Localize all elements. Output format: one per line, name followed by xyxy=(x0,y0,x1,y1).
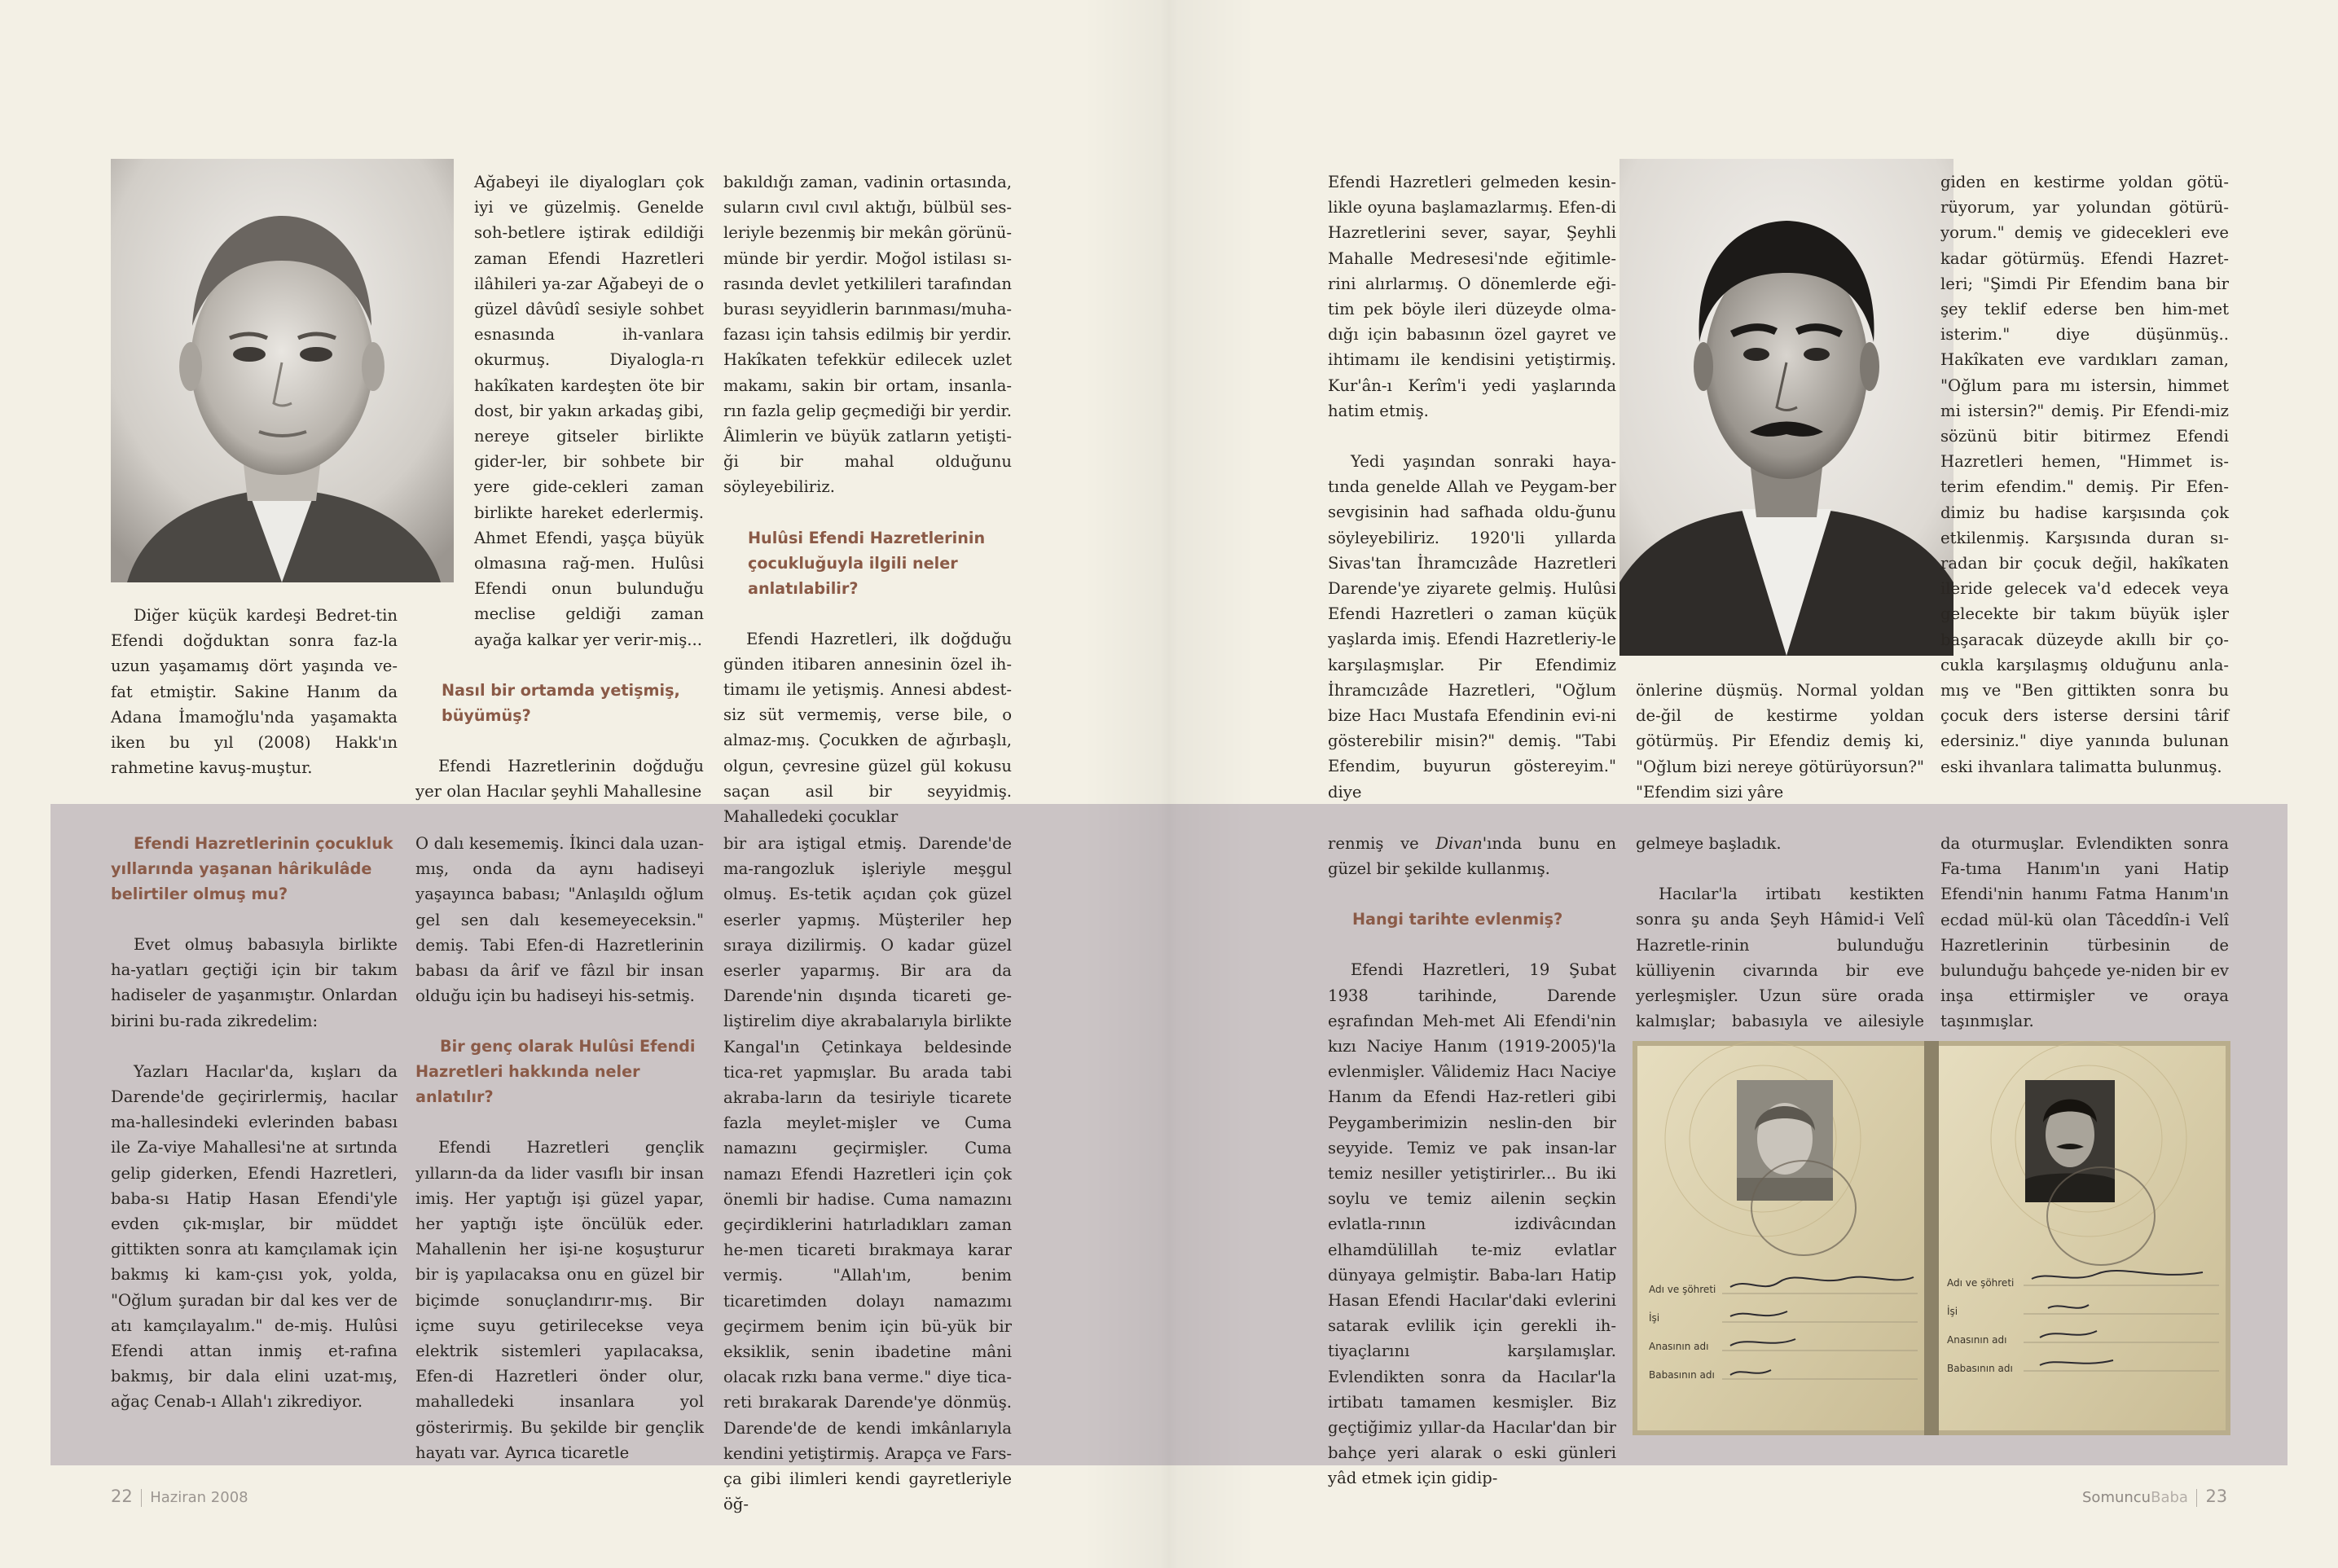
right-column-3 xyxy=(1940,169,2229,780)
paragraph: Efendi Hazretleri gençlik yılların-da da lider vasıflı bir insan imiş. Her yaptığı işi güzel yapar, her yaptığı işte öncülük eder. Mahallenin her işi-ne koşuşturur bir iş yapılacaksa onu en güzel bir biçimde sonuçlandırır-mış. Bir içme suyu getirilecekse veya elektrik sistemleri yapılacaksa, Efen-di Hazretleri önder olur, mahalledeki insanlara yol gösterirmiş. Bu şekilde bir gençlik hayatı var. Ayrıca ticaretle xyxy=(415,1138,704,1462)
question-heading: Hangi tarihte evlenmiş? xyxy=(1352,910,1563,929)
right-column-2 xyxy=(1636,678,1924,805)
paragraph: O dalı kesememiş. İkinci dala uzan-mış, onda da aynı hadiseyi yaşayınca babası; "Anlaşıldı oğlum gel sen dalı kesemeyeceksin." demiş. Tabi Efen-di Hazretlerinin babası da ârif ve fâzıl bir insan olduğu için bu hadiseyi his-setmiş. xyxy=(415,834,704,1006)
band-right-column-1 xyxy=(1328,831,1616,1491)
id-label: Babasının adı xyxy=(1947,1363,2013,1374)
paragraph: Efendi Hazretleri, ilk doğduğu günden itibaren annesinin özel ih-timamı ile yetişmiş. Annesi abdest-siz süt vermemiş, verse bile, o almaz-mış. Çocukken de ağırbaşlı, olgun, çevresine güzel gül kokusu saçan asil bir seyyidmiş. Mahalledeki çocuklar xyxy=(723,629,1012,827)
paragraph: gelmeye başladık. xyxy=(1636,834,1782,853)
right-footer xyxy=(2082,1487,2227,1508)
footer-divider xyxy=(141,1489,143,1507)
left-footer xyxy=(111,1487,248,1508)
band-left-column-1 xyxy=(111,831,398,1415)
paragraph: Yazları Hacılar'da, kışları da Darende'de geçirirlermiş, hacılar ma-hallesindeki evlerinden babası ile Za-viye Mahallesi'ne at sırtında gelip giderken, Efendi Hazretleri, baba-sı Hatip Hasan Efendi'yle evden çık-mışlar, bir müddet gittikten sonra atı kamçılamak için bakmış ki kam-çısı yok, yolda, "Oğlum şuradan bir dal kes ver de atı kamçılayalım." de-miş. Hulûsi Efendi attan inmiş et-rafına bakmış, bir dala elini uzat-mış, ağaç Cenab-ı Allah'ı zikrediyor. xyxy=(111,1061,398,1412)
band-right-column-3 xyxy=(1940,831,2229,1034)
paragraph-text: renmiş ve xyxy=(1328,834,1436,853)
issue-date: Haziran 2008 xyxy=(150,1489,248,1506)
footer-divider xyxy=(2196,1489,2198,1507)
id-label: Babasının adı xyxy=(1649,1369,1715,1381)
paragraph: da oturmuşlar. Evlendikten sonra Fa-tıma Hanım'ın yani Hatip Efendi'nin hanımı Fatma Hanım'ın ecdad mül-kü olan Tâceddîn-i Velî Hazretlerinin türbesinin de bulunduğu bahçede ye-niden bir ev inşa ettirmişler ve oraya taşınmışlar. xyxy=(1940,834,2229,1031)
question-heading: Efendi Hazretlerinin çocukluk yıllarında yaşanan hârikulâde belirtiler olmuş mu? xyxy=(111,834,393,903)
paragraph: Efendi Hazretleri gelmeden kesin-likle oyuna başlamazlarmış. Efen-di Hazretlerini sever, sayar, Şeyhli Mahalle Medresesi'nde eğitimle-rini alırlarmış. O dönemlerde eği-tim pek böyle ileri düzeyde olma-dığı için babasının özel gayret ve ihtimamı ile kendisini yetiştirmiş. Kur'ân-ı Kerîm'i yedi yaşlarında hatim etmiş. xyxy=(1328,173,1616,420)
boy-portrait-photo xyxy=(111,159,454,582)
paragraph: bakıldığı zaman, vadinin ortasında, suların cıvıl cıvıl aktığı, bülbül ses-leriyle bezenmiş bir mekân görünü-münde bir yerdir. Moğol istilası sı-rasında devlet yetkilileri tarafından burası seyyidlerin barınması/muha-fazası için tahsis edilmiş bir yerdir. Hakîkaten tefekkür edilecek uzlet makamı, sakin bir ortam, insanla-rın fazla gelip geçmediği bir yerdir. Âlimlerin ve büyük zatların yetişti-ği bir mahal olduğunu söyleyebiliriz. xyxy=(723,173,1012,497)
brand-part2: Baba xyxy=(2151,1489,2188,1506)
question-heading: Bir genç olarak Hulûsi Efendi Hazretleri hakkında neler anlatılır? xyxy=(415,1037,696,1107)
identity-document-photo xyxy=(1633,1041,2230,1435)
paragraph: bir ara iştigal etmiş. Darende'de ma-rangozluk işleriyle meşgul olmuş. Es-tetik açıdan çok güzel eserler yapmış. Müşteriler hep sıraya dizilirmiş. O kadar güzel eserler yaparmış. Bir ara da Darende'nin dışında ticareti ge-liştirelim diye akrabalarıyla birlikte Kangal'ın Çetinkaya beldesinde tica-ret yapmışlar. Bu arada tabi akraba-ların da tesiriyle ticarete fazla meylet-mişler ve Cuma namazını geçirmişler. Cuma namazı Efendi Hazretleri için çok önemli bir hadise. Cuma namazını geçirdiklerini hatırladıkları zaman he-men ticareti bırakmaya karar vermiş. "Allah'ım, benim ticaretimden dolayı namazımı geçirmem benim için bü-yük bir eksiklik, senin ibadetine mâni olacak rızkı bana verme." diye tica-reti bırakarak Darende'ye dönmüş. Darende'de de kendi imkânlarıyla kendini yetiştirmiş. Arapça ve Fars-ça gibi ilimleri kendi gayretleriyle öğ- xyxy=(723,834,1012,1514)
magazine-logo xyxy=(2082,1489,2188,1506)
paragraph: Efendi Hazretlerinin doğduğu yer olan Hacılar şeyhli Mahallesine xyxy=(415,756,704,802)
left-column-2 xyxy=(415,169,704,804)
band-left-column-3 xyxy=(723,831,1012,1517)
page-number: 22 xyxy=(111,1487,133,1506)
id-label: Anasının adı xyxy=(1649,1341,1709,1352)
band-right-column-2 xyxy=(1636,831,1924,1060)
paragraph: Diğer küçük kardeşi Bedret-tin Efendi doğduktan sonra faz-la uzun yaşamamış dört yaşında ve-fat etmiştir. Sakine Hanım da Adana İmamoğlu'nda yaşamakta iken bu yıl (2008) Hakk'ın rahmetine kavuş-muştur. xyxy=(111,606,398,778)
id-left-labels xyxy=(1649,1276,1716,1390)
paragraph xyxy=(1328,831,1616,881)
paragraph: Evet olmuş babasıyla birlikte ha-yatları geçtiği için bir takım hadiseler de yaşanmıştır. Onlardan birini bu-rada zikredelim: xyxy=(111,935,398,1030)
id-label: Adı ve şöhreti xyxy=(1649,1284,1716,1295)
band-left-column-2 xyxy=(415,831,704,1465)
id-right-labels xyxy=(1947,1269,2014,1383)
id-label: İşi xyxy=(1947,1306,1958,1317)
question-heading: Nasıl bir ortamda yetişmiş, büyümüş? xyxy=(442,680,680,725)
paragraph: Ağabeyi ile diyalogları çok iyi ve güzelmiş. Genelde soh-betlere iştirak edildiği zaman Efendi Hazretleri ilâhileri ya-zar Ağabeyi de o güzel dâvûdî sesiyle sohbet esnasında ih-vanlara okurmuş. Diyalogla-rı hakîkaten kardeşten öte bir dost, bir yakın arkadaş gibi, nereye gitseler birlikte gider-ler, bir sohbete bir yere gide-cekleri zaman birlikte hareket ederlermiş. Ahmet Efendi, yaşça büyük olmasına rağ-men. Hulûsi Efendi onun bulunduğu meclise geldiği zaman ayağa kalkar yer verir-miş... xyxy=(474,173,704,649)
page-number: 23 xyxy=(2205,1487,2228,1506)
paragraph: giden en kestirme yoldan götü-rüyorum, yar yolundan götürü-yorum." demiş ve gidecekleri eve kadar götürmüş. Efendi Hazret-leri; "Şimdi Pir Efendim bana bir şey teklif ederse ben him-met isterim." diye düşünmüş.. Hakîkaten eve vardıkları zaman, "Oğlum para mı istersin, himmet mi istersin?" demiş. Pir Efendi-miz sözünü bitir bitirmez Efendi Hazretleri hemen, "Himmet is-terim efendim." demiş. Pir Efen-dimiz bu hadise karşısında çok etkilenmiş. Karşısında duran sı-radan bir çocuk değil, hakîkaten ileride gelecek va'd edecek veya gelecekte bir takım büyük işler başaracak düzeyde akıllı bir ço-cukla karşılaşmış olduğunu anla-mış ve "Ben gittikten sonra bu çocuk ders isterse dersini târif edersiniz." diye yanında bulunan eski ihvanlara talimatta bulunmuş. xyxy=(1940,173,2229,776)
id-label: İşi xyxy=(1649,1312,1660,1324)
id-label: Anasının adı xyxy=(1947,1334,2007,1346)
man-portrait-photo xyxy=(1619,159,1953,656)
question-heading: Hulûsi Efendi Hazretlerinin çocukluğuyla ilgili neler anlatılabilir? xyxy=(748,528,986,598)
right-column-1 xyxy=(1328,169,1616,805)
id-label: Adı ve şöhreti xyxy=(1947,1277,2015,1289)
brand-part1: Somuncu xyxy=(2082,1489,2151,1506)
paragraph: Efendi Hazretleri, 19 Şubat 1938 tarihinde, Darende eşrafından Meh-met Ali Efendi'nin kızı Naciye Hanım (1919-2005)'la evlenmişler. Vâlidemiz Hacı Naciye Hanım da Efendi Haz-retleri gibi Peygamberimizin neslin-den bir seyyide. Temiz ve pak insan-lar temiz nesiller yetiştirirler... Bu iki soylu ve temiz ailenin seçkin evlatla-rının izdivâcından elhamdülillah te-miz evlatlar dünyaya gelmiştir. Baba-ları Hatip Hasan Efendi Hacılar'daki evlerini satarak evlilik için gerekli ih-tiyaçlarını karşılamışlar. Evlendikten sonra da Hacılar'la irtibatı tamamen kesmişler. Biz geçtiğimiz yıllar-da Hacılar'dan bir bahçe yeri alarak o eski günleri yâd etmek için gidip- xyxy=(1328,960,1616,1488)
left-column-3 xyxy=(723,169,1012,829)
paragraph: önlerine düşmüş. Normal yoldan de-ğil de kestirme yoldan götürmüş. Pir Efendiz demiş ki, "Oğlum bizi nereye götürüyorsun?" "Efendim sizi yâre xyxy=(1636,681,1924,802)
left-caption-text xyxy=(111,603,398,780)
paragraph: Hacılar'la irtibatı kestikten sonra şu anda Şeyh Hâmid-i Velî Hazretle-rinin bulunduğu külliyenin civarında bir eve yerleşmişler. Uzun süre orada kalmışlar; babasıyla ve ailesiyle xyxy=(1636,885,1924,1031)
divan-title: Divan xyxy=(1435,834,1483,853)
paragraph: Yedi yaşından sonraki haya-tında genelde Allah ve Peygam-ber sevgisinin had safhada oldu-ğunu söyleyebiliriz. 1920'li yıllarda Sivas'tan İhramcızâde Hazretleri Darende'ye ziyarete gelmiş. Hulûsi Efendi Hazretleri o zaman küçük yaşlarda imiş. Efendi Hazretleriy-le karşılaşmışlar. Pir Efendimiz İhramcızâde Hazretleri, "Oğlum bize Hacı Mustafa Efendinin evi-ni gösterebilir misin?" demiş. "Tabi Efendim, buyurun göstereyim." diye xyxy=(1328,452,1616,802)
paragraph-text: 'ında bunu en güzel bir şekilde kullanmış. xyxy=(1328,834,1616,879)
